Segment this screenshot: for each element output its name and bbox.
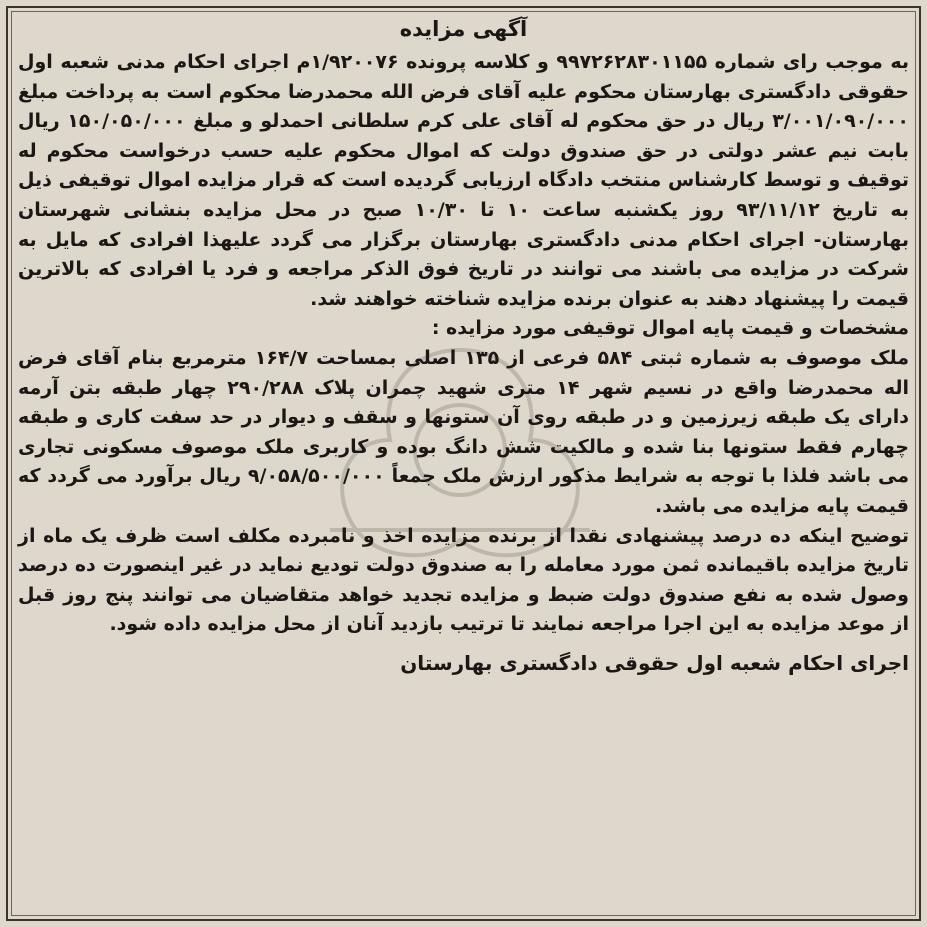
notice-paragraph-terms: توضیح اینکه ده درصد پیشنهادی نقدا از برنده مزایده اخذ و نامبرده مکلف است ظرف یک ماه از تاریخ مزایده باقیمانده ثمن مورد معامله را به صندوق دولت تودیع نماید در غیر اینصورت ده درصد وصول شده به نفع صندوق دولت ضبط و مزایده تجدید خواهد متقاضیان می توانند پنج روز قبل از موعد مزایده به این اجرا مراجعه نمایند تا ترتیب بازدید آنان از محل مزایده داده شود. [18, 524, 909, 636]
specs-heading: مشخصات و قیمت پایه اموال توقیفی مورد مزایده : [431, 317, 909, 340]
notice-title: آگهی مزایده [399, 17, 528, 41]
notice-signature: اجرای احکام شعبه اول حقوقی دادگستری بهارستان [400, 650, 909, 675]
notice-paragraph-property: ملک موصوف به شماره ثبتی ۵۸۴ فرعی از ۱۳۵ اصلی بمساحت ۱۶۴/۷ مترمربع بنام آقای فرض اله محمدرضا واقع در نسیم شهر ۱۴ متری شهید چمران پلاک ۲۹۰/۲۸۸ چهار طبقه بتن آرمه دارای یک طبقه زیرزمین و در طبقه روی آن ستونها و سقف و دیوار در حد سفت کاری و طبقه چهارم فقط ستونها بنا شده و مالکیت شش دانگ بوده و کاربری ملک موصوف مسکونی تجاری می باشد فلذا با توجه به شرایط مذکور ارزش ملک جمعاً ۹/۰۵۸/۵۰۰/۰۰۰ ریال برآورد می گردد که قیمت پایه مزایده می باشد. [18, 346, 910, 517]
notice-paragraph-intro: به موجب رای شماره ۹۹۷۲۶۲۸۳۰۱۱۵۵ و کلاسه پرونده ۱/۹۲۰۰۷۶م اجرای احکام مدنی شعبه اول حقوقی دادگستری بهارستان محکوم علیه آقای فرض الله محمدرضا محکوم است به پرداخت مبلغ ۳/۰۰۱/۰۹۰/۰۰۰ ریال در حق محکوم له آقای علی کرم سلطانی احمدلو و مبلغ ۱۵۰/۰۵۰/۰۰۰ ریال بابت نیم عشر دولتی در حق صندوق دولت که اموال محکوم علیه حسب درخواست محکوم له توقیف و توسط کارشناس منتخب دادگاه ارزیابی گردیده است که قرار مزایده اموال توقیفی ذیل به تاریخ ۹۳/۱۱/۱۲ روز یکشنبه ساعت ۱۰ تا ۱۰/۳۰ صبح در محل مزایده بنشانی شهرستان بهارستان- اجرای احکام مدنی دادگستری بهارستان برگزار می گردد علیهذا افرادی که مایل به شرکت در مزایده می باشند می توانند در تاریخ فوق الذکر مراجعه و فرد یا افرادی که بالاترین قیمت را پیشنهاد دهند به عنوان برنده مزایده شناخته خواهند شد. [18, 51, 910, 310]
notice-content [18, 14, 909, 680]
